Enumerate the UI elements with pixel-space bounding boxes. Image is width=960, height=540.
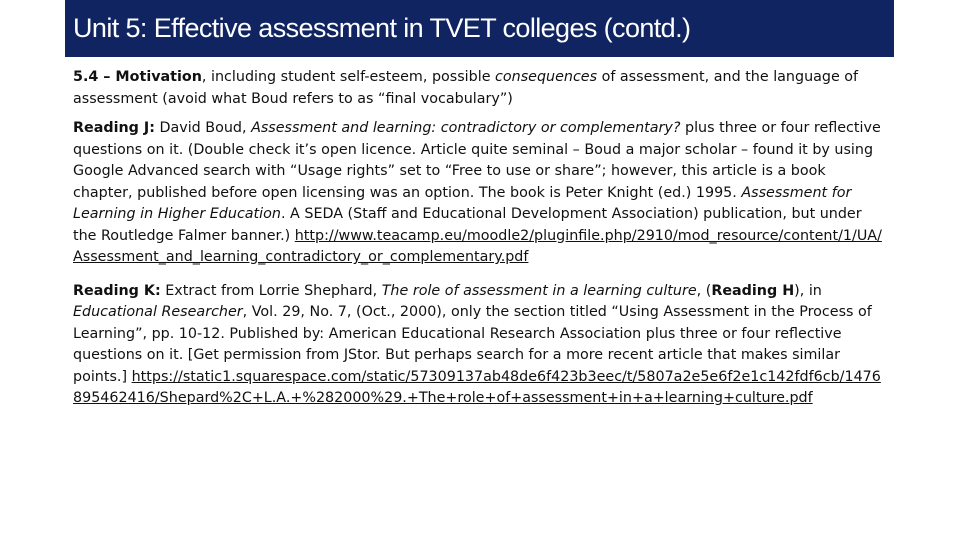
slide-title-bar — [65, 0, 894, 57]
objective-emphasis: consequences — [495, 69, 598, 85]
reading-k-journal-title: Educational Researcher — [73, 304, 243, 320]
objective-text-2: of assessment, and the language of assessment (avoid what Boud refers to as “final vocabulary”) — [73, 69, 859, 107]
reading-k-text-3: ), in — [794, 282, 822, 299]
objective-paragraph — [73, 67, 888, 110]
reading-k-reading-h: Reading H — [711, 282, 795, 299]
reading-k-lead: Reading K: — [73, 282, 161, 299]
reading-j-text-1: David Boud, — [154, 120, 252, 136]
reading-k-text-2: , ( — [696, 282, 712, 299]
reading-j-link[interactable]: http://www.teacamp.eu/moodle2/pluginfile.php/2910/mod_resource/content/1/UA/Assessment_and_learning_contradictory_or_complementary.pdf — [73, 227, 882, 265]
reading-j-article-title: Assessment and learning: contradictory or complementary? — [251, 120, 681, 136]
objective-lead: 5.4 – Motivation — [73, 69, 202, 85]
reading-k-article-title: The role of assessment in a learning culture — [381, 282, 697, 299]
reading-j-lead: Reading J: — [73, 120, 155, 136]
reading-j-text-2: plus three or four reflective questions on it. (Double check it’s open licence. Article quite seminal – Boud a major scholar – found it by using Google Advanced search with “Usage rights” set to “Free to use or share”; however, this article is a book chapter, published before open licensing was an option. The book is Peter Knight (ed.) 1995. — [73, 120, 881, 201]
slide-content — [73, 67, 888, 418]
reading-k-text-4: , Vol. 29, No. 7, (Oct., 2000), only the section titled “Using Assessment in the Process of Learning”, pp. 10-12. Published by: American Educational Research Association plus three or four reflective questions on it. [Get permission from JStor. But perhaps search for a more recent article that makes similar points.] — [73, 304, 872, 385]
reading-k-paragraph — [73, 281, 888, 410]
reading-j-book-title: Assessment for Learning in Higher Education — [73, 184, 852, 222]
reading-j-paragraph — [73, 118, 888, 269]
reading-k-link[interactable]: https://static1.squarespace.com/static/57309137ab48de6f423b3eec/t/5807a2e5e6f2e1c142fdf6cb/1476895462416/Shepard%2C+L.A.+%282000%29.+The+role+of+assessment+in+a+learning+culture.pdf — [73, 368, 881, 406]
objective-text-1: , including student self-esteem, possible — [201, 69, 496, 85]
slide-title: Unit 5: Effective assessment in TVET colleges (contd.) — [73, 13, 691, 43]
reading-j-text-3: . A SEDA (Staff and Educational Development Association) publication, but under the Routledge Falmer banner.) — [73, 206, 862, 244]
reading-k-text-1: Extract from Lorrie Shephard, — [160, 282, 382, 299]
